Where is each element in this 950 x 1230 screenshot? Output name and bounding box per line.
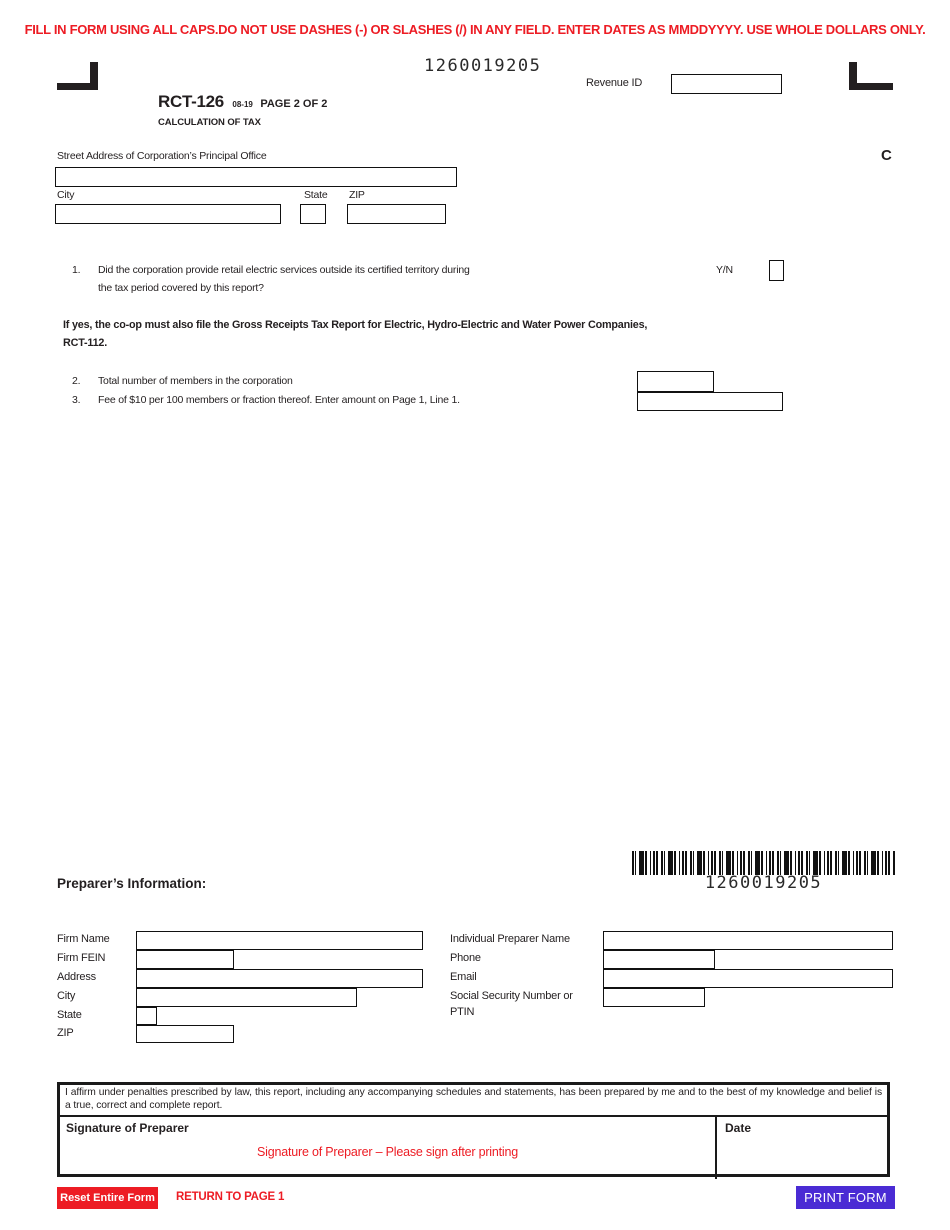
affirmation-box xyxy=(57,1082,890,1177)
firm-name-label: Firm Name xyxy=(57,933,110,945)
signature-cell[interactable] xyxy=(60,1117,715,1179)
city-label: City xyxy=(57,189,75,201)
caps-warning-text: FILL IN FORM USING ALL CAPS.DO NOT USE DASHES (-) OR SLASHES (/) IN ANY FIELD. ENTER DATES AS MMDDYYYY. USE WHOLE DOLLARS ONLY. xyxy=(24,22,926,37)
barcode-number: 1260019205 xyxy=(704,873,823,893)
form-code: RCT-126 xyxy=(158,92,224,111)
firm-state-input[interactable] xyxy=(136,1007,157,1025)
form-subtitle: CALCULATION OF TAX xyxy=(158,117,261,128)
firm-state-label: State xyxy=(57,1009,82,1021)
rct112-note-line2: RCT-112. xyxy=(63,337,108,349)
q1-number: 1. xyxy=(72,264,81,276)
state-label: State xyxy=(304,189,328,201)
reset-entire-form-button[interactable]: Reset Entire Form xyxy=(57,1187,158,1209)
rct112-note-line1: If yes, the co-op must also file the Gross Receipts Tax Report for Electric, Hydro-Electric and Water Power Companies, xyxy=(63,319,648,331)
q1-yn-checkbox[interactable] xyxy=(769,260,784,281)
firm-city-label: City xyxy=(57,990,76,1002)
affirmation-text: I affirm under penalties prescribed by law, this report, including any accompanying schedules and statements, has been prepared by me and to the best of my knowledge and belief is a true, correct and complete report. xyxy=(60,1085,887,1117)
zip-label: ZIP xyxy=(349,189,365,201)
date-cell[interactable] xyxy=(715,1117,887,1179)
firm-zip-input[interactable] xyxy=(136,1025,234,1043)
email-label: Email xyxy=(450,971,477,983)
individual-preparer-input[interactable] xyxy=(603,931,893,950)
firm-fein-input[interactable] xyxy=(136,950,234,969)
phone-input[interactable] xyxy=(603,950,715,969)
revenue-id-input[interactable] xyxy=(671,74,782,94)
q2-members-input[interactable] xyxy=(637,371,714,392)
barcode xyxy=(632,851,895,875)
firm-zip-label: ZIP xyxy=(57,1027,74,1039)
firm-city-input[interactable] xyxy=(136,988,357,1007)
ssn-ptin-label-line2: PTIN xyxy=(450,1006,475,1018)
firm-fein-label: Firm FEIN xyxy=(57,952,106,964)
date-label: Date xyxy=(725,1121,752,1135)
registration-mark-right xyxy=(849,62,893,90)
signature-placeholder-text: Signature of Preparer – Please sign after printing xyxy=(257,1145,518,1159)
firm-name-input[interactable] xyxy=(136,931,423,950)
page-indicator: PAGE 2 OF 2 xyxy=(260,98,328,110)
q1-text-line2: the tax period covered by this report? xyxy=(98,282,264,294)
phone-label: Phone xyxy=(450,952,481,964)
firm-address-input[interactable] xyxy=(136,969,423,988)
street-address-label: Street Address of Corporation’s Principal Office xyxy=(57,150,267,162)
q2-number: 2. xyxy=(72,375,81,387)
email-input[interactable] xyxy=(603,969,893,988)
q3-fee-input[interactable] xyxy=(637,392,783,411)
form-title-line xyxy=(158,92,327,112)
state-input[interactable] xyxy=(300,204,326,224)
document-number: 1260019205 xyxy=(424,56,542,76)
q1-text-line1: Did the corporation provide retail electric services outside its certified territory during xyxy=(98,264,470,276)
print-form-button[interactable]: PRINT FORM xyxy=(796,1186,895,1209)
corner-letter: C xyxy=(881,147,892,164)
firm-address-label: Address xyxy=(57,971,96,983)
city-input[interactable] xyxy=(55,204,281,224)
return-to-page-1-link[interactable]: RETURN TO PAGE 1 xyxy=(176,1191,285,1203)
signature-row xyxy=(60,1117,887,1179)
q2-text: Total number of members in the corporation xyxy=(98,375,293,387)
registration-mark-left xyxy=(57,62,98,90)
q3-text: Fee of $10 per 100 members or fraction thereof. Enter amount on Page 1, Line 1. xyxy=(98,394,460,406)
street-address-input[interactable] xyxy=(55,167,457,187)
revenue-id-label: Revenue ID xyxy=(586,77,643,89)
signature-of-preparer-label: Signature of Preparer xyxy=(66,1121,189,1135)
q3-number: 3. xyxy=(72,394,81,406)
zip-input[interactable] xyxy=(347,204,446,224)
form-revision: 08-19 xyxy=(232,100,253,109)
ssn-ptin-input[interactable] xyxy=(603,988,705,1007)
ssn-ptin-label-line1: Social Security Number or xyxy=(450,990,573,1002)
q1-yn-label: Y/N xyxy=(716,264,733,276)
preparer-heading: Preparer’s Information: xyxy=(57,876,207,891)
individual-preparer-label: Individual Preparer Name xyxy=(450,933,570,945)
